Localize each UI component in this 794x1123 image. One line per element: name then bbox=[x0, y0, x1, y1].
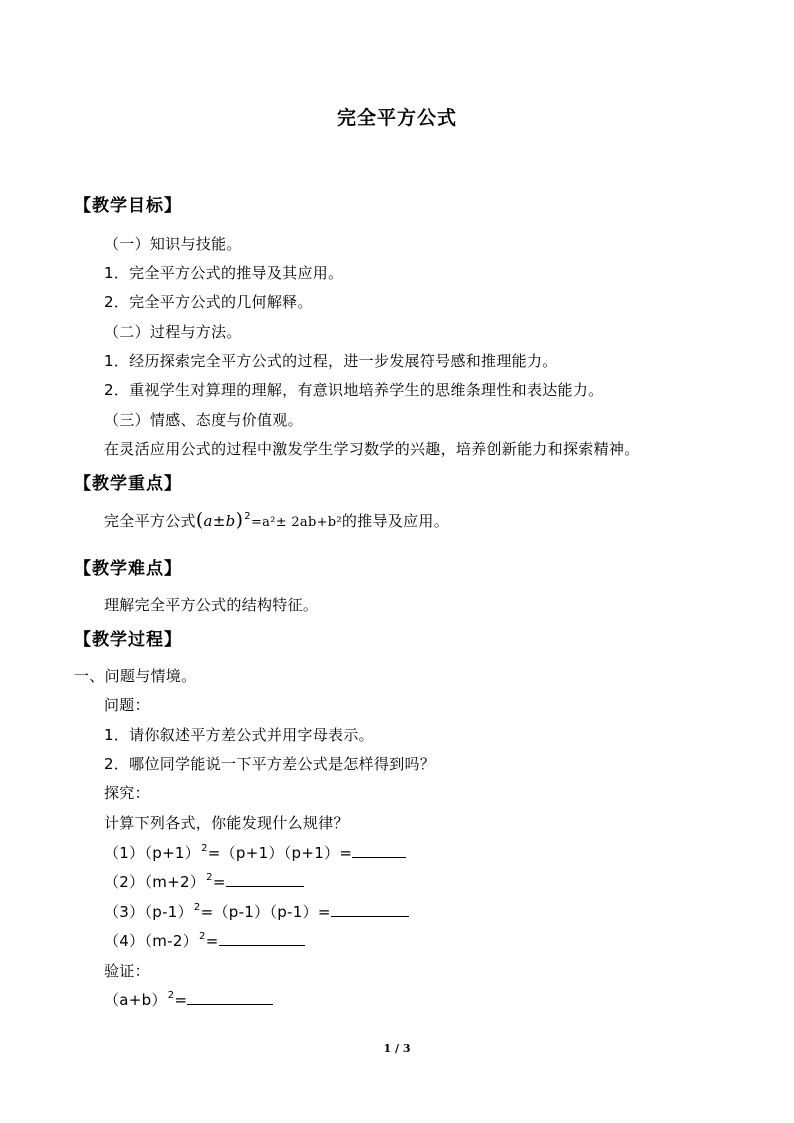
exercise-line bbox=[104, 930, 305, 951]
process-heading: 【教学过程】 bbox=[74, 630, 182, 650]
formula-right-paren: ) bbox=[235, 509, 244, 531]
question-line: 1．请你叙述平方差公式并用字母表示。 bbox=[104, 726, 374, 744]
verify-exponent: 2 bbox=[167, 990, 175, 1001]
formula-rhs: =a²± 2ab+b² bbox=[250, 515, 342, 530]
objective-line: 2．完全平方公式的几何解释。 bbox=[104, 293, 313, 311]
verify-line bbox=[104, 989, 273, 1010]
formula-var-a: a bbox=[203, 512, 213, 530]
process-part-title: 一、问题与情境。 bbox=[74, 667, 197, 685]
difficulties-heading: 【教学难点】 bbox=[74, 559, 182, 579]
key-point-prefix: 完全平方公式 bbox=[104, 512, 196, 530]
exercise-lhs: （4）（m-2） bbox=[104, 932, 199, 950]
exercise-exponent: 2 bbox=[199, 931, 206, 942]
explore-label: 探究： bbox=[104, 784, 150, 802]
exercise-rhs: = bbox=[205, 932, 219, 950]
explore-prompt: 计算下列各式，你能发现什么规律？ bbox=[104, 814, 349, 832]
verify-rhs: = bbox=[174, 991, 188, 1009]
exercise-line bbox=[104, 901, 409, 922]
question-label: 问题： bbox=[104, 696, 150, 714]
formula-exponent: 2 bbox=[244, 511, 251, 522]
page-number: 1 / 3 bbox=[383, 1042, 411, 1055]
exercise-line bbox=[104, 842, 406, 863]
answer-blank bbox=[187, 992, 273, 1005]
objective-line: 1．经历探索完全平方公式的过程，进一步发展符号感和推理能力。 bbox=[104, 352, 558, 370]
answer-blank bbox=[352, 845, 406, 858]
objectives-heading: 【教学目标】 bbox=[74, 196, 182, 216]
objective-line: 2．重视学生对算理的理解，有意识地培养学生的思维条理性和表达能力。 bbox=[104, 381, 604, 399]
exercise-exponent: 2 bbox=[206, 872, 213, 883]
exercise-exponent: 2 bbox=[201, 843, 208, 854]
objective-line: （二）过程与方法。 bbox=[104, 323, 242, 341]
objective-line: （一）知识与技能。 bbox=[104, 235, 242, 253]
exercise-rhs: =（p-1）（p-1）= bbox=[200, 903, 331, 921]
exercise-lhs: （3）（p-1） bbox=[104, 903, 193, 921]
document-title: 完全平方公式 bbox=[336, 107, 457, 129]
answer-blank bbox=[331, 904, 409, 917]
exercise-lhs: （2）（m+2） bbox=[104, 873, 206, 891]
exercise-line bbox=[104, 871, 304, 892]
answer-blank bbox=[219, 933, 305, 946]
objective-line: 在灵活应用公式的过程中激发学生学习数学的兴趣，培养创新能力和探索精神。 bbox=[104, 440, 640, 458]
question-line: 2．哪位同学能说一下平方差公式是怎样得到吗？ bbox=[104, 755, 436, 773]
answer-blank bbox=[226, 874, 304, 887]
verify-lhs: （a+b） bbox=[104, 991, 167, 1009]
exercise-rhs: =（p+1）（p+1）= bbox=[207, 844, 353, 862]
objective-line: （三）情感、态度与价值观。 bbox=[104, 411, 303, 429]
key-point-line bbox=[104, 509, 449, 531]
exercise-lhs: （1）（p+1） bbox=[104, 844, 201, 862]
key-points-heading: 【教学重点】 bbox=[74, 474, 182, 494]
verify-label: 验证： bbox=[104, 962, 150, 980]
formula-var-b: b bbox=[225, 512, 236, 530]
exercise-rhs: = bbox=[212, 873, 226, 891]
formula-plus-minus: ± bbox=[212, 512, 226, 530]
key-point-suffix: 的推导及应用。 bbox=[341, 512, 450, 530]
exercise-exponent: 2 bbox=[193, 902, 201, 913]
formula-left-paren: ( bbox=[195, 509, 204, 531]
difficulty-line: 理解完全平方公式的结构特征。 bbox=[104, 596, 319, 614]
objective-line: 1．完全平方公式的推导及其应用。 bbox=[104, 264, 344, 282]
